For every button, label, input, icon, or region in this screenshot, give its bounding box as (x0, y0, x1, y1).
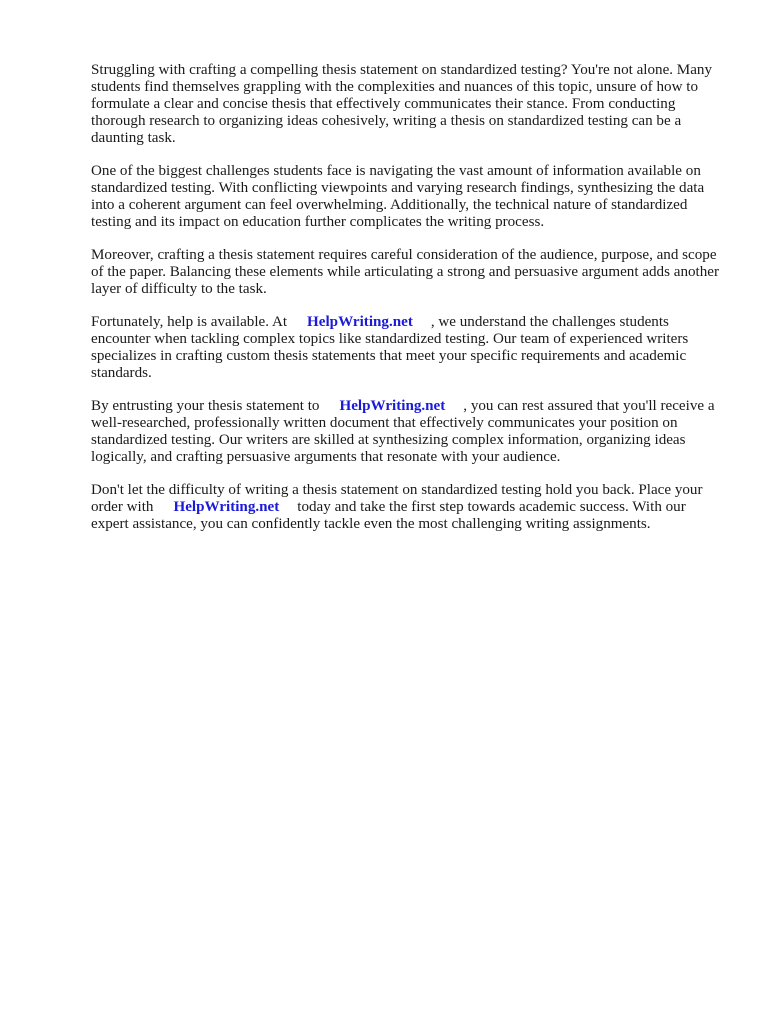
paragraph-1: Struggling with crafting a compelling thesis statement on standardized testing? You're not alone. Many students find themselves grappling with the complexities and nuances of this topic, unsure of how to formulate a clear and concise thesis that effectively communicates their stance. From conducting thorough research to organizing ideas cohesively, writing a thesis on standardized testing can be a daunting task. (91, 62, 713, 146)
paragraph-4-text-before: Fortunately, help is available. At (91, 314, 288, 330)
paragraph-6-text-before: Don't let the difficulty of writing a thesis statement on standardized testing hold you back. Place your order with (91, 482, 703, 515)
paragraph-6 (91, 482, 723, 533)
helpwriting-link[interactable]: HelpWriting.net (173, 499, 280, 515)
paragraph-4 (91, 314, 723, 382)
helpwriting-link[interactable]: HelpWriting.net (307, 314, 413, 330)
paragraph-5-text-after: , you can rest assured that you'll receive a well-researched, professionally written document that effectively communicates your position on standardized testing. Our writers are skilled at synthesizing complex information, organizing ideas logically, and crafting persuasive arguments that resonate with your audience. (91, 398, 715, 465)
paragraph-6-text-after: today and take the first step towards academic success. With our expert assistance, you can confidently tackle even the most challenging writing assignments. (91, 499, 686, 532)
helpwriting-link[interactable]: HelpWriting.net (339, 398, 446, 414)
document-page (91, 62, 723, 549)
paragraph-2: One of the biggest challenges students face is navigating the vast amount of information available on standardized testing. With conflicting viewpoints and varying research findings, synthesizing the data into a coherent argument can feel overwhelming. Additionally, the technical nature of standardized testing and its impact on education further complicates the writing process. (91, 163, 705, 230)
paragraph-5-text-before: By entrusting your thesis statement to (91, 398, 320, 414)
paragraph-3: Moreover, crafting a thesis statement requires careful consideration of the audience, purpose, and scope of the paper. Balancing these elements while articulating a strong and persuasive argument adds another layer of difficulty to the task. (91, 247, 720, 297)
paragraph-4-text-after: , we understand the challenges students encounter when tackling complex topics like standardized testing. Our team of experienced writers specializes in crafting custom thesis statements that meet your specific requirements and academic standards. (91, 314, 689, 381)
paragraph-5 (91, 398, 723, 466)
